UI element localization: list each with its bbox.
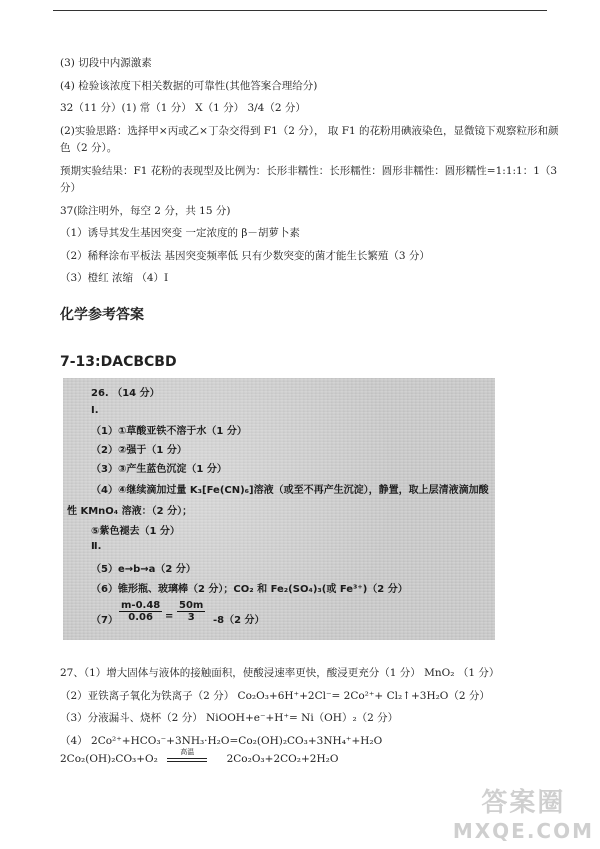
fraction-2-numerator: 50m xyxy=(179,600,204,611)
formula-suffix: -8（2 分） xyxy=(213,615,265,626)
fraction-2-denominator: 3 xyxy=(187,612,195,623)
bio-line: 色（2 分）。 xyxy=(60,142,118,154)
q27-line: （4） 2Co²⁺+HCO₃⁻+3NH₃·H₂O=Co₂(OH)₂CO₃+3NH₄⁺+H₂O xyxy=(60,735,383,747)
header-rule xyxy=(53,10,547,11)
q27-line: （3）分液漏斗、烧杯（2 分） NiOOH+e⁻+H⁺= Ni（OH）₂（2 分） xyxy=(60,712,399,724)
reaction-products: 2Co₂O₃+2CO₂+2H₂O xyxy=(226,753,339,765)
scan-line: （2）②强于（1 分） xyxy=(91,445,187,456)
bio-line: 32（11 分）(1) 常（1 分） X（1 分） 3/4（2 分） xyxy=(60,102,306,114)
scan-line: ⑤紫色褪去（1 分） xyxy=(91,526,180,537)
watermark xyxy=(453,782,594,843)
bio-line: 分） xyxy=(60,182,81,194)
scan-line: （5）e→b→a（2 分） xyxy=(91,564,196,575)
scan-line: 性 KMnO₄ 溶液：（2 分）； xyxy=(67,506,193,517)
reaction-reactants: 2Co₂(OH)₂CO₃+O₂ xyxy=(60,753,158,765)
scan-line: （3）③产生蓝色沉淀（1 分） xyxy=(91,464,227,475)
q27-line: 27、（1）增大固体与液体的接触面积，使酸浸速率更快，酸浸更充分（1 分） MnO₂ （1 分） xyxy=(60,667,500,679)
scan-line: 26. （14 分） xyxy=(91,388,160,399)
bio-line: （1）诱导其发生基因突变 一定浓度的 β－胡萝卜素 xyxy=(60,227,300,239)
fraction-1-numerator: m-0.48 xyxy=(121,600,161,611)
formula-prefix: （7） xyxy=(91,615,118,626)
fraction-1 xyxy=(119,600,162,623)
mc-answer: 7-13:DACBCBD xyxy=(60,354,177,370)
scan-line: （1）①草酸亚铁不溶于水（1 分） xyxy=(91,426,247,437)
scan-line: （6）锥形瓶、玻璃棒（2 分）；CO₂ 和 Fe₂(SO₄)₃(或 Fe³⁺)（2 分） xyxy=(91,584,408,595)
bio-line: 37(除注明外，每空 2 分，共 15 分) xyxy=(60,205,231,217)
scanned-answer-image xyxy=(63,378,495,640)
scan-line: Ⅰ. xyxy=(91,405,99,416)
bio-line: （3）橙红 浓缩 （4）Ⅰ xyxy=(60,272,169,284)
formula-equals: = xyxy=(165,611,174,622)
watermark-logo: 答案圈 xyxy=(481,788,566,818)
q27-line: （2）亚铁离子氧化为铁离子（2 分） Co₂O₃+6H⁺+2Cl⁻= 2Co²⁺+ Cl₂↑+3H₂O（2 分） xyxy=(60,690,490,702)
watermark-url: MXQE.COM xyxy=(452,819,594,843)
q27-reaction xyxy=(60,748,339,766)
bio-line: 预期实验结果：F1 花粉的表现型及比例为：长形非糯性：长形糯性：圆形非糯性：圆形糯性=1:1:1：1（3 xyxy=(60,165,558,177)
chem-title: 化学参考答案 xyxy=(60,307,144,323)
reaction-condition: 高温 xyxy=(180,748,195,756)
bio-line: (2)实验思路：选择甲×丙或乙×丁杂交得到 F1（2 分）， 取 F1 的花粉用碘液染色，显微镜下观察粒形和颜 xyxy=(60,125,559,137)
bio-line: (4) 检验该浓度下相关数据的可靠性(其他答案合理给分) xyxy=(60,80,318,92)
scan-line: （4）④继续滴加过量 K₃[Fe(CN)₆]溶液（或至不再产生沉淀），静置，取上层清液滴加酸 xyxy=(91,485,489,496)
fraction-1-denominator: 0.06 xyxy=(128,612,153,623)
reaction-arrow xyxy=(167,748,207,762)
scan-line: Ⅱ. xyxy=(91,541,102,552)
bio-line: (3) 切段中内源激素 xyxy=(60,57,152,69)
bio-line: （2）稀释涂布平板法 基因突变频率低 只有少数突变的菌才能生长繁殖（3 分） xyxy=(60,250,430,262)
fraction-2 xyxy=(177,600,205,623)
